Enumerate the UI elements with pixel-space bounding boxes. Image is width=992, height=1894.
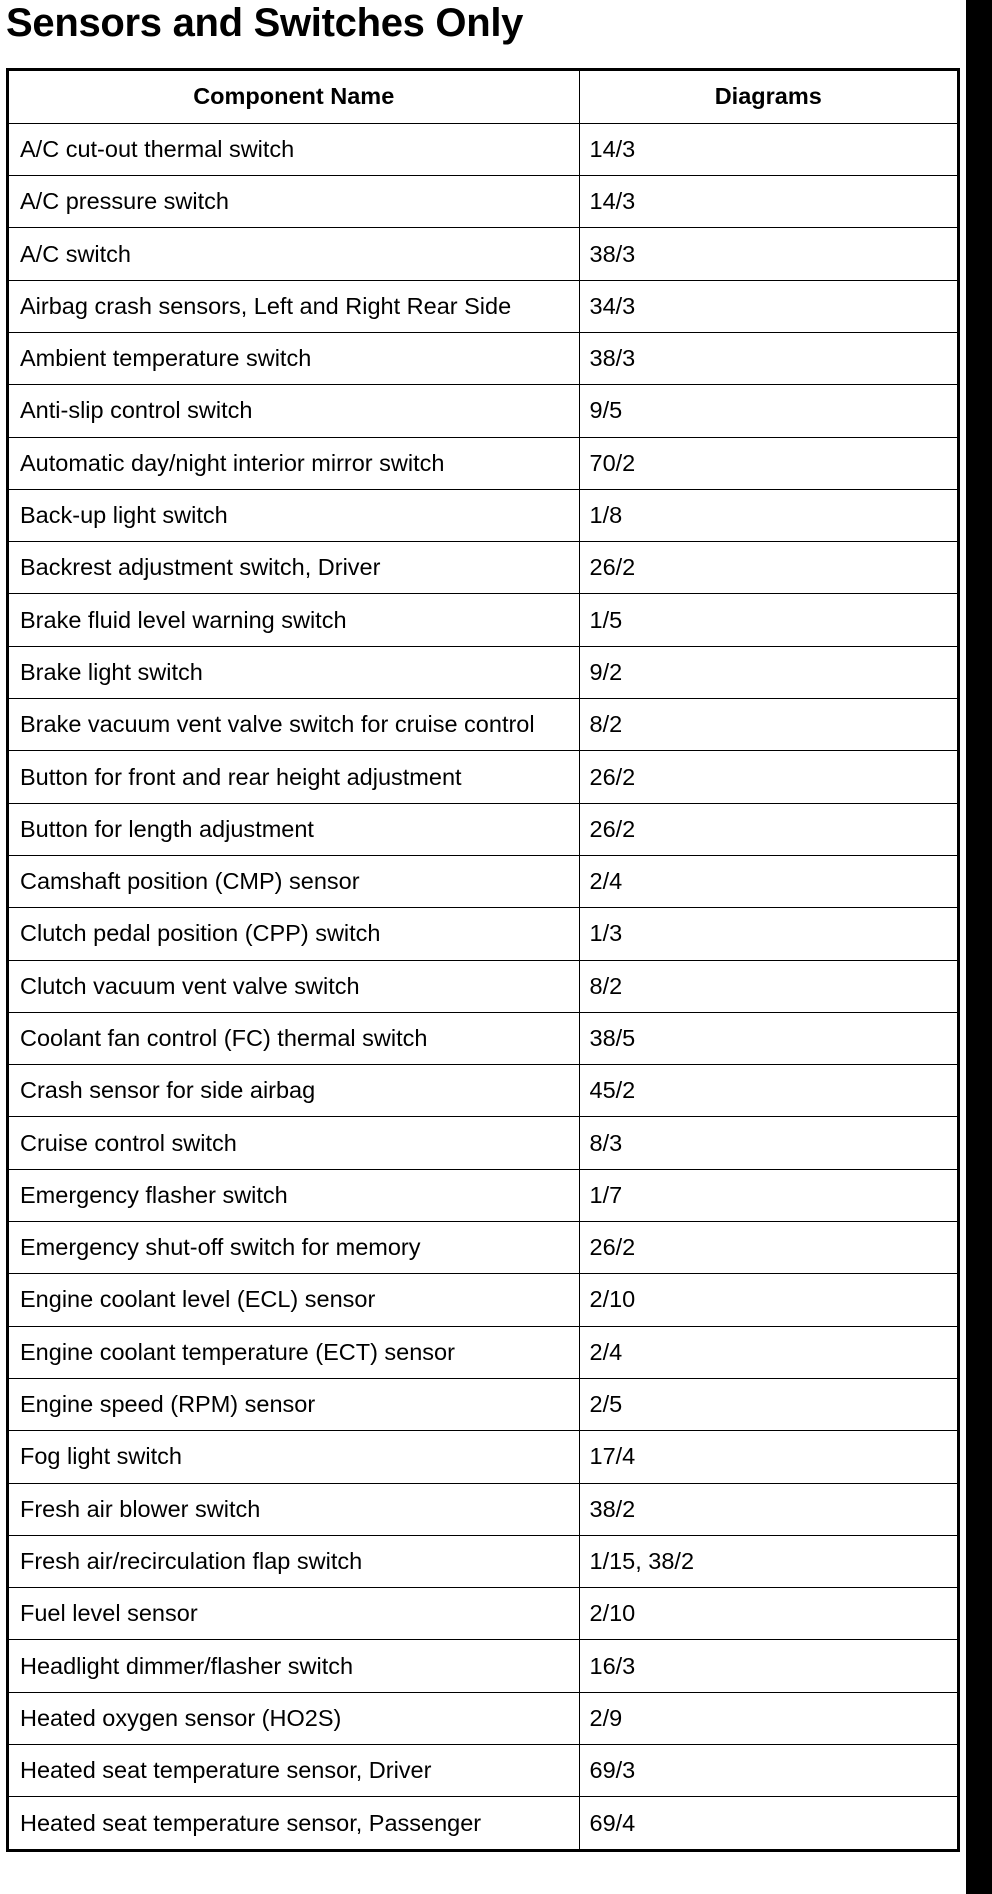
diagrams-cell: 69/4 xyxy=(579,1797,957,1849)
component-name-cell: Camshaft position (CMP) sensor xyxy=(9,855,579,907)
diagrams-cell: 38/5 xyxy=(579,1012,957,1064)
table-body xyxy=(9,123,957,1849)
component-name-cell: Brake light switch xyxy=(9,646,579,698)
table-row xyxy=(9,699,957,751)
table-row xyxy=(9,1274,957,1326)
component-name-cell: Clutch vacuum vent valve switch xyxy=(9,960,579,1012)
column-header-component-name: Component Name xyxy=(9,71,579,123)
component-name-cell: Button for front and rear height adjustment xyxy=(9,751,579,803)
diagrams-cell: 8/2 xyxy=(579,960,957,1012)
diagrams-cell: 38/3 xyxy=(579,332,957,384)
diagrams-cell: 1/15, 38/2 xyxy=(579,1535,957,1587)
diagrams-cell: 1/7 xyxy=(579,1169,957,1221)
table-row xyxy=(9,228,957,280)
component-name-cell: Clutch pedal position (CPP) switch xyxy=(9,908,579,960)
table-row xyxy=(9,1326,957,1378)
column-header-diagrams: Diagrams xyxy=(579,71,957,123)
diagrams-cell: 9/2 xyxy=(579,646,957,698)
table-row xyxy=(9,1065,957,1117)
component-name-cell: Brake fluid level warning switch xyxy=(9,594,579,646)
component-name-cell: Emergency shut-off switch for memory xyxy=(9,1222,579,1274)
table-row xyxy=(9,594,957,646)
diagrams-cell: 1/8 xyxy=(579,489,957,541)
diagrams-cell: 8/2 xyxy=(579,699,957,751)
diagrams-cell: 70/2 xyxy=(579,437,957,489)
component-name-cell: A/C cut-out thermal switch xyxy=(9,123,579,175)
table-row xyxy=(9,646,957,698)
table-row xyxy=(9,1535,957,1587)
component-name-cell: Heated seat temperature sensor, Driver xyxy=(9,1745,579,1797)
diagrams-cell: 14/3 xyxy=(579,176,957,228)
table-row xyxy=(9,751,957,803)
component-name-cell: Crash sensor for side airbag xyxy=(9,1065,579,1117)
components-table-frame xyxy=(6,68,960,1852)
table-row xyxy=(9,908,957,960)
table-row xyxy=(9,489,957,541)
table-row xyxy=(9,1640,957,1692)
table-row xyxy=(9,123,957,175)
diagrams-cell: 45/2 xyxy=(579,1065,957,1117)
diagrams-cell: 34/3 xyxy=(579,280,957,332)
diagrams-cell: 16/3 xyxy=(579,1640,957,1692)
components-table xyxy=(9,71,957,1849)
component-name-cell: Back-up light switch xyxy=(9,489,579,541)
component-name-cell: Ambient temperature switch xyxy=(9,332,579,384)
table-row xyxy=(9,1692,957,1744)
component-name-cell: A/C switch xyxy=(9,228,579,280)
component-name-cell: Fog light switch xyxy=(9,1431,579,1483)
table-row xyxy=(9,1588,957,1640)
component-name-cell: Engine coolant temperature (ECT) sensor xyxy=(9,1326,579,1378)
diagrams-cell: 17/4 xyxy=(579,1431,957,1483)
diagrams-cell: 1/5 xyxy=(579,594,957,646)
table-row xyxy=(9,1012,957,1064)
table-row xyxy=(9,280,957,332)
diagrams-cell: 69/3 xyxy=(579,1745,957,1797)
diagrams-cell: 2/10 xyxy=(579,1588,957,1640)
component-name-cell: Airbag crash sensors, Left and Right Rear Side xyxy=(9,280,579,332)
diagrams-cell: 26/2 xyxy=(579,542,957,594)
table-row xyxy=(9,1222,957,1274)
component-name-cell: Emergency flasher switch xyxy=(9,1169,579,1221)
diagrams-cell: 2/4 xyxy=(579,855,957,907)
component-name-cell: Fuel level sensor xyxy=(9,1588,579,1640)
diagrams-cell: 9/5 xyxy=(579,385,957,437)
table-row xyxy=(9,960,957,1012)
component-name-cell: Automatic day/night interior mirror switch xyxy=(9,437,579,489)
table-row xyxy=(9,332,957,384)
table-row xyxy=(9,385,957,437)
component-name-cell: Coolant fan control (FC) thermal switch xyxy=(9,1012,579,1064)
diagrams-cell: 2/9 xyxy=(579,1692,957,1744)
table-row xyxy=(9,1431,957,1483)
page-title: Sensors and Switches Only xyxy=(6,1,524,45)
table-row xyxy=(9,1745,957,1797)
component-name-cell: Heated seat temperature sensor, Passenger xyxy=(9,1797,579,1849)
diagrams-cell: 14/3 xyxy=(579,123,957,175)
component-name-cell: Fresh air/recirculation flap switch xyxy=(9,1535,579,1587)
table-row xyxy=(9,1169,957,1221)
table-row xyxy=(9,855,957,907)
page-edge-bar xyxy=(966,0,992,1894)
table-row xyxy=(9,1378,957,1430)
table-row xyxy=(9,1483,957,1535)
diagrams-cell: 2/4 xyxy=(579,1326,957,1378)
table-header-row xyxy=(9,71,957,123)
table-row xyxy=(9,176,957,228)
table-row xyxy=(9,803,957,855)
diagrams-cell: 26/2 xyxy=(579,1222,957,1274)
diagrams-cell: 2/5 xyxy=(579,1378,957,1430)
component-name-cell: Button for length adjustment xyxy=(9,803,579,855)
component-name-cell: Backrest adjustment switch, Driver xyxy=(9,542,579,594)
component-name-cell: Fresh air blower switch xyxy=(9,1483,579,1535)
diagrams-cell: 8/3 xyxy=(579,1117,957,1169)
table-row xyxy=(9,1117,957,1169)
component-name-cell: Engine coolant level (ECL) sensor xyxy=(9,1274,579,1326)
component-name-cell: A/C pressure switch xyxy=(9,176,579,228)
diagrams-cell: 38/2 xyxy=(579,1483,957,1535)
component-name-cell: Heated oxygen sensor (HO2S) xyxy=(9,1692,579,1744)
table-row xyxy=(9,542,957,594)
diagrams-cell: 26/2 xyxy=(579,803,957,855)
table-row xyxy=(9,437,957,489)
diagrams-cell: 26/2 xyxy=(579,751,957,803)
diagrams-cell: 2/10 xyxy=(579,1274,957,1326)
diagrams-cell: 1/3 xyxy=(579,908,957,960)
diagrams-cell: 38/3 xyxy=(579,228,957,280)
component-name-cell: Headlight dimmer/flasher switch xyxy=(9,1640,579,1692)
component-name-cell: Cruise control switch xyxy=(9,1117,579,1169)
component-name-cell: Engine speed (RPM) sensor xyxy=(9,1378,579,1430)
component-name-cell: Brake vacuum vent valve switch for cruise control xyxy=(9,699,579,751)
component-name-cell: Anti-slip control switch xyxy=(9,385,579,437)
table-row xyxy=(9,1797,957,1849)
